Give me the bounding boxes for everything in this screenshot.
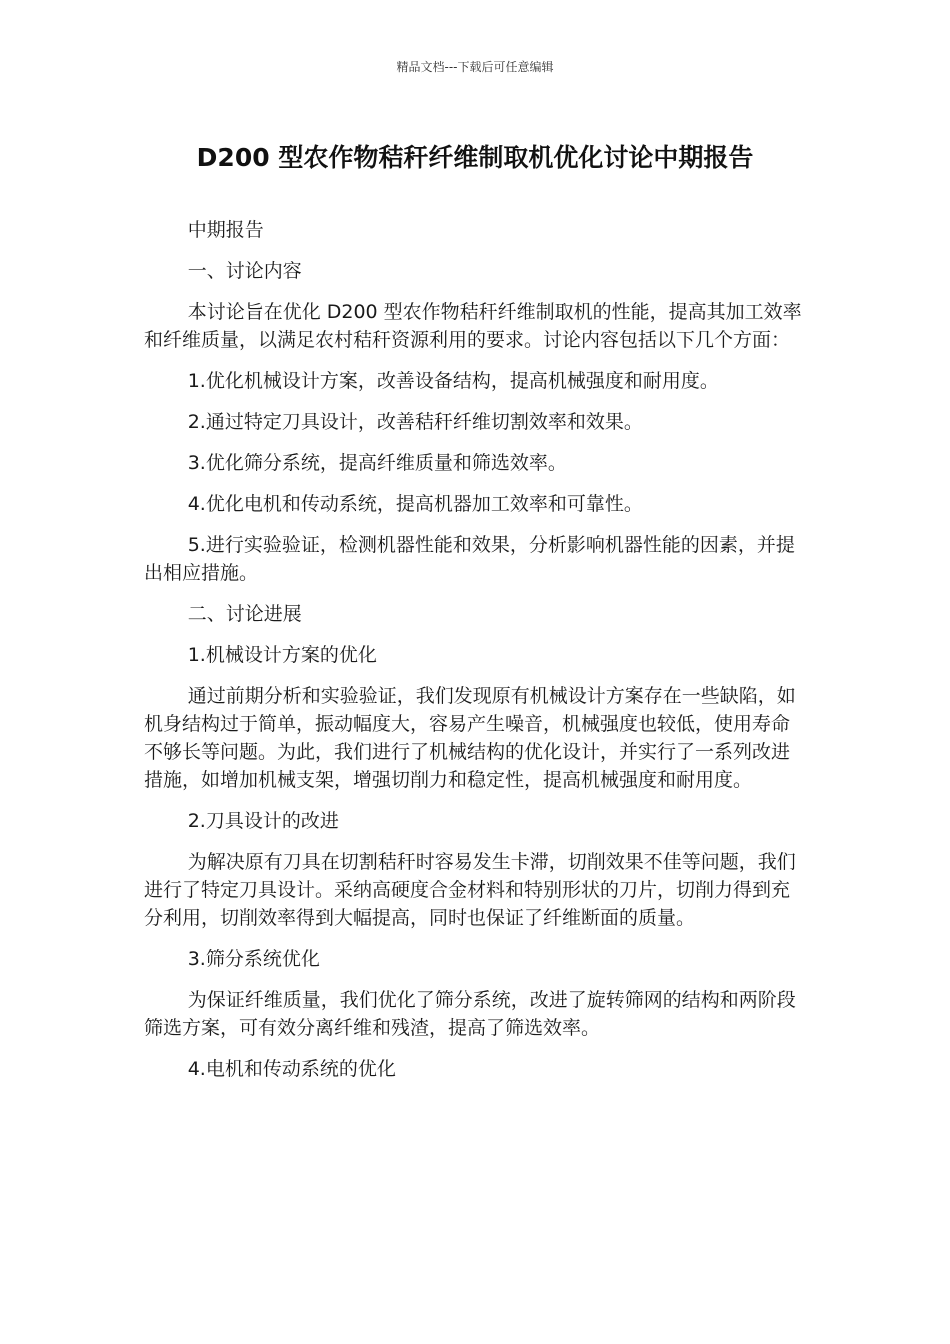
paragraph: 为保证纤维质量，我们优化了筛分系统，改进了旋转筛网的结构和两阶段筛选方案，可有效分离纤维和残渣，提高了筛选效率。 (144, 989, 796, 1039)
page-header: 精品文档---下载后可任意编辑 (396, 60, 554, 74)
section-heading: 一、讨论内容 (187, 260, 302, 282)
document-title: D200 型农作物秸秆纤维制取机优化讨论中期报告 (196, 143, 754, 172)
list-item: 4.优化电机和传动系统，提高机器加工效率和可靠性。 (187, 493, 643, 515)
document-body (144, 216, 804, 1096)
subsection-heading: 4.电机和传动系统的优化 (187, 1058, 396, 1080)
paragraph: 为解决原有刀具在切割秸秆时容易发生卡滞，切削效果不佳等问题，我们进行了特定刀具设计。采纳高硬度合金材料和特别形状的刀片，切削力得到充分利用，切削效率得到大幅提高，同时也保证了纤维断面的质量。 (144, 851, 796, 929)
subsection-heading: 2.刀具设计的改进 (187, 810, 339, 832)
subsection-heading: 3.筛分系统优化 (187, 948, 320, 970)
list-item: 3.优化筛分系统，提高纤维质量和筛选效率。 (187, 452, 567, 474)
paragraph: 中期报告 (187, 219, 264, 241)
subsection-heading: 1.机械设计方案的优化 (187, 644, 377, 666)
list-item: 2.通过特定刀具设计，改善秸秆纤维切割效率和效果。 (187, 411, 643, 433)
section-heading: 二、讨论进展 (187, 603, 302, 625)
paragraph: 本讨论旨在优化 D200 型农作物秸秆纤维制取机的性能，提高其加工效率和纤维质量，以满足农村秸秆资源利用的要求。讨论内容包括以下几个方面： (144, 301, 802, 351)
list-item: 5.进行实验验证，检测机器性能和效果，分析影响机器性能的因素，并提出相应措施。 (144, 534, 795, 584)
list-item: 1.优化机械设计方案，改善设备结构，提高机械强度和耐用度。 (187, 370, 719, 392)
paragraph: 通过前期分析和实验验证，我们发现原有机械设计方案存在一些缺陷，如机身结构过于简单，振动幅度大，容易产生噪音，机械强度也较低，使用寿命不够长等问题。为此，我们进行了机械结构的优化设计，并实行了一系列改进措施，如增加机械支架，增强切削力和稳定性，提高机械强度和耐用度。 (144, 685, 796, 791)
